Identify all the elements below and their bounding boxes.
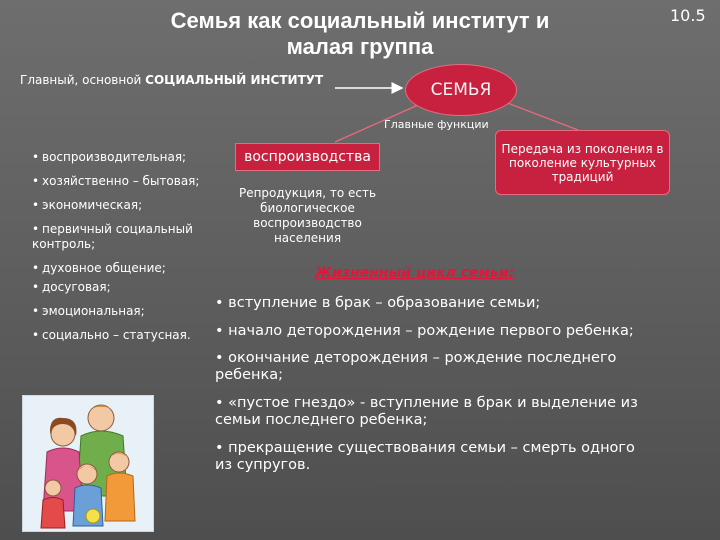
functions-label: Главные функции xyxy=(384,118,489,131)
bullet-icon: • xyxy=(32,304,40,318)
life-stage: • прекращение существования семьи – смерть одного из супругов. xyxy=(215,440,635,473)
list-item: • хозяйственно – бытовая; xyxy=(32,174,200,188)
transfer-label: Передача из поколения в поколение культурных традиций xyxy=(501,141,664,184)
reproduction-description: Репродукция, то есть биологическое воспроизводство населения xyxy=(238,186,377,245)
main-institution-label-plain: Главный, основной xyxy=(20,73,146,87)
family-label: СЕМЬЯ xyxy=(430,80,492,100)
reproduction-label: воспроизводства xyxy=(244,149,371,165)
list-item: • духовное общение; xyxy=(32,261,166,275)
life-stage: • окончание деторождения – рождение последнего ребенка; xyxy=(215,350,617,383)
bullet-icon: • xyxy=(32,150,40,164)
bullet-icon: • xyxy=(32,280,40,294)
family-illustration xyxy=(22,395,154,532)
bullet-icon: • xyxy=(32,198,40,212)
reproduction-box xyxy=(235,143,380,171)
list-item: • социально – статусная. xyxy=(32,328,191,342)
life-cycle-list xyxy=(215,295,655,485)
life-stage: • начало деторождения – рождение первого ребенка; xyxy=(215,323,634,339)
list-item: • воспроизводительная; xyxy=(32,150,187,164)
life-stage: • вступление в брак – образование семьи; xyxy=(215,295,541,311)
bullet-icon: • xyxy=(32,174,40,188)
life-stage: • «пустое гнездо» - вступление в брак и выделение из семьи последнего ребенка; xyxy=(215,395,638,428)
bullet-icon: • xyxy=(32,261,40,275)
title-line-2: малая группа xyxy=(286,34,434,59)
connector-to-transfer xyxy=(505,102,578,130)
family-ellipse xyxy=(405,64,517,116)
life-cycle-title: Жизненный цикл семьи: xyxy=(315,265,515,281)
slide-number: 10.5 xyxy=(670,6,706,25)
family-drawing-icon xyxy=(23,396,153,531)
list-item: • эмоциональная; xyxy=(32,304,145,318)
bullet-icon: • xyxy=(32,222,40,236)
main-institution-label-bold: СОЦИАЛЬНЫЙ ИНСТИТУТ xyxy=(145,73,324,87)
list-item: • досуговая; xyxy=(32,280,111,294)
list-item: • экономическая; xyxy=(32,198,143,212)
bullet-icon: • xyxy=(32,328,40,342)
list-item: • первичный социальный контроль; xyxy=(32,222,193,251)
title-line-1: Семья как социальный институт и xyxy=(170,8,550,33)
functions-list xyxy=(30,150,230,352)
transfer-box xyxy=(495,130,670,195)
